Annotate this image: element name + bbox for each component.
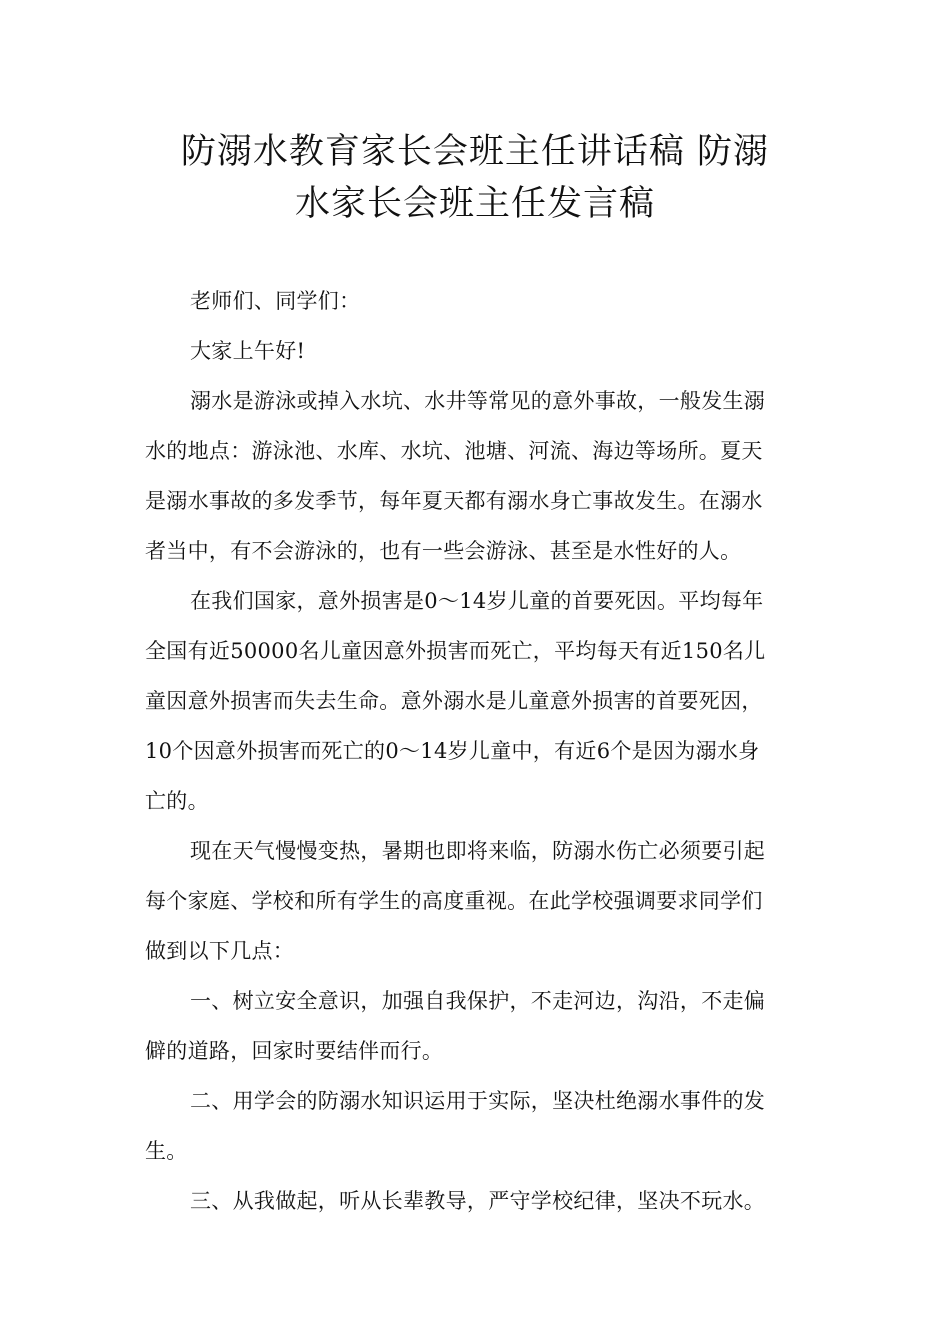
paragraph-line: 10个因意外损害而死亡的0～14岁儿童中，有近6个是因为溺水身 (145, 739, 760, 763)
paragraph-line: 老师们、同学们： (190, 289, 361, 313)
paragraph-summer-warning (145, 826, 807, 976)
paragraph-line: 每个家庭、学校和所有学生的高度重视。在此学校强调要求同学们 (145, 889, 763, 913)
paragraph-line: 生。 (145, 1139, 188, 1163)
paragraph-line: 在我们国家，意外损害是0～14岁儿童的首要死因。平均每年 (190, 589, 764, 613)
paragraph-line: 溺水是游泳或掉入水坑、水井等常见的意外事故，一般发生溺 (190, 389, 766, 413)
paragraph-line: 亡的。 (145, 789, 209, 813)
paragraph-line: 大家上午好! (190, 339, 306, 363)
paragraph-line: 做到以下几点： (145, 939, 295, 963)
paragraph-line: 三、从我做起，听从长辈教导，严守学校纪律，坚决不玩水。 (190, 1189, 766, 1213)
paragraph-statistics (145, 576, 807, 826)
paragraph-point-three (145, 1176, 807, 1226)
paragraph-line: 者当中，有不会游泳的，也有一些会游泳、甚至是水性好的人。 (145, 539, 742, 563)
paragraph-line: 童因意外损害而失去生命。意外溺水是儿童意外损害的首要死因， (145, 689, 763, 713)
paragraph-salutation (145, 326, 807, 376)
title-line-1: 防溺水教育家长会班主任讲话稿 防溺 (180, 132, 770, 172)
paragraph-line: 是溺水事故的多发季节，每年夏天都有溺水身亡事故发生。在溺水 (145, 489, 763, 513)
paragraph-line: 一、树立安全意识，加强自我保护，不走河边，沟沿，不走偏 (190, 989, 766, 1013)
paragraph-line: 现在天气慢慢变热，暑期也即将来临，防溺水伤亡必须要引起 (190, 839, 766, 863)
title-line-2: 水家长会班主任发言稿 (294, 184, 655, 224)
document-body (145, 276, 807, 1226)
paragraph-line: 水的地点：游泳池、水库、水坑、池塘、河流、海边等场所。夏天 (145, 439, 763, 463)
paragraph-drowning-definition (145, 376, 807, 576)
paragraph-line: 僻的道路，回家时要结伴而行。 (145, 1039, 444, 1063)
paragraph-line: 二、用学会的防溺水知识运用于实际，坚决杜绝溺水事件的发 (190, 1089, 766, 1113)
document-title (100, 126, 850, 230)
paragraph-point-two (145, 1076, 807, 1176)
paragraph-point-one (145, 976, 807, 1076)
paragraph-greeting (145, 276, 807, 326)
paragraph-line: 全国有近50000名儿童因意外损害而死亡，平均每天有近150名儿 (145, 639, 766, 663)
